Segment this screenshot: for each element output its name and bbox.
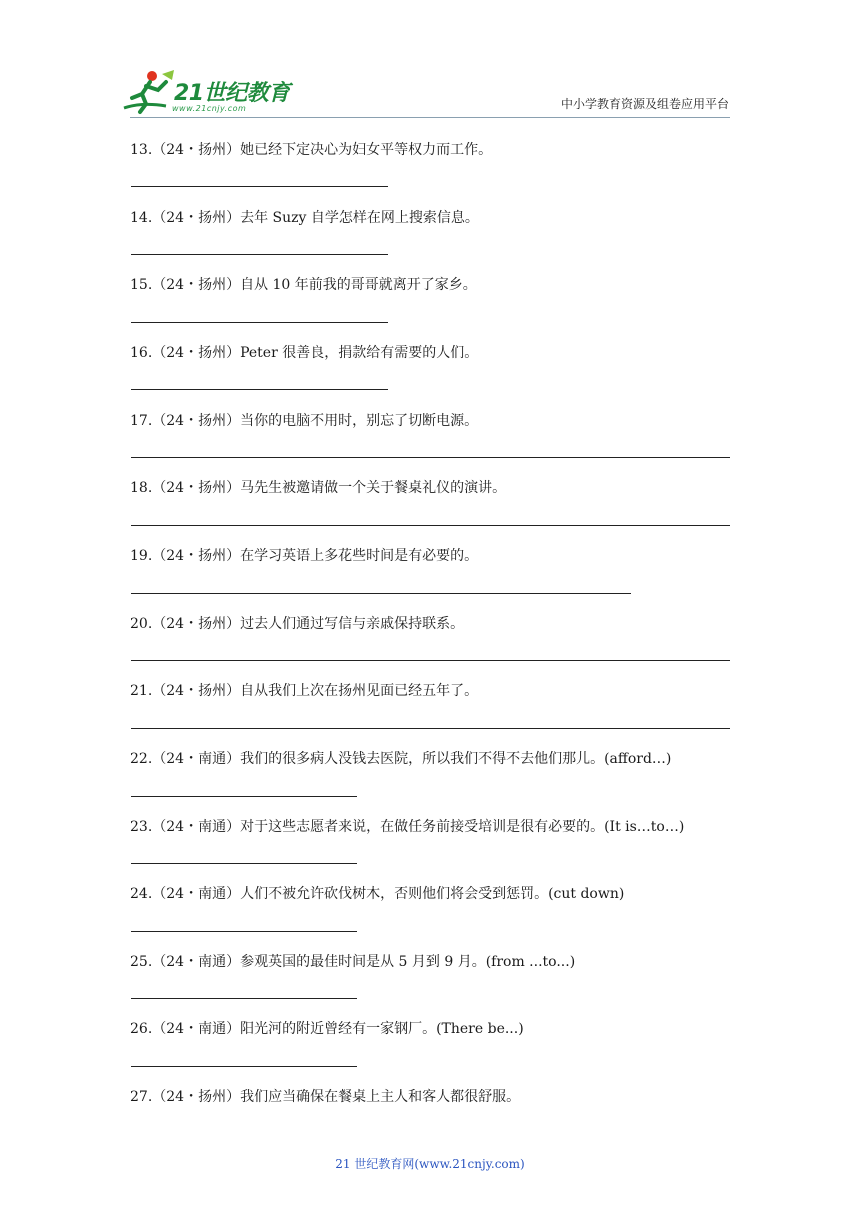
question-13: 13.（24・扬州）她已经下定决心为妇女平等权力而工作。 — [130, 142, 493, 158]
answer-line-23[interactable] — [131, 863, 357, 864]
answer-line-16[interactable] — [131, 389, 388, 390]
logo-url: www.21cnjy.com — [172, 104, 247, 113]
answer-line-26[interactable] — [131, 1066, 357, 1067]
page-footer[interactable]: 21 世纪教育网(www.21cnjy.com) — [335, 1157, 525, 1171]
answer-line-13[interactable] — [131, 186, 388, 187]
page-header — [0, 0, 860, 130]
answer-line-14[interactable] — [131, 254, 388, 255]
question-27: 27.（24・扬州）我们应当确保在餐桌上主人和客人都很舒服。 — [130, 1089, 521, 1105]
question-23: 23.（24・南通）对于这些志愿者来说，在做任务前接受培训是很有必要的。(It is…to…) — [130, 819, 685, 835]
runner-logo-icon — [122, 68, 178, 118]
answer-line-17[interactable] — [131, 457, 730, 458]
question-25: 25.（24・南通）参观英国的最佳时间是从 5 月到 9 月。(from ...to...) — [130, 954, 576, 970]
answer-line-18[interactable] — [131, 525, 730, 526]
question-21: 21.（24・扬州）自从我们上次在扬州见面已经五年了。 — [130, 683, 479, 699]
answer-line-19[interactable] — [131, 593, 631, 594]
question-15: 15.（24・扬州）自从 10 年前我的哥哥就离开了家乡。 — [130, 277, 477, 293]
answer-line-25[interactable] — [131, 998, 357, 999]
answer-line-21[interactable] — [131, 728, 730, 729]
answer-line-15[interactable] — [131, 322, 388, 323]
question-26: 26.（24・南通）阳光河的附近曾经有一家钢厂。(There be...) — [130, 1021, 524, 1037]
platform-title: 中小学教育资源及组卷应用平台 — [560, 97, 729, 111]
question-17: 17.（24・扬州）当你的电脑不用时，别忘了切断电源。 — [130, 413, 479, 429]
question-22: 22.（24・南通）我们的很多病人没钱去医院，所以我们不得不去他们那儿。(afford…) — [130, 751, 672, 767]
question-18: 18.（24・扬州）马先生被邀请做一个关于餐桌礼仪的演讲。 — [130, 480, 507, 496]
logo-text: 21世纪教育 — [174, 81, 290, 106]
question-16: 16.（24・扬州）Peter 很善良，捐款给有需要的人们。 — [130, 345, 479, 361]
question-20: 20.（24・扬州）过去人们通过写信与亲戚保持联系。 — [130, 616, 465, 632]
question-14: 14.（24・扬州）去年 Suzy 自学怎样在网上搜索信息。 — [130, 210, 479, 226]
header-divider — [130, 117, 730, 118]
answer-line-24[interactable] — [131, 931, 357, 932]
site-logo[interactable] — [122, 68, 297, 118]
answer-line-22[interactable] — [131, 796, 357, 797]
question-19: 19.（24・扬州）在学习英语上多花些时间是有必要的。 — [130, 548, 479, 564]
question-24: 24.（24・南通）人们不被允许砍伐树木，否则他们将会受到惩罚。(cut down) — [130, 886, 625, 902]
answer-line-20[interactable] — [131, 660, 730, 661]
